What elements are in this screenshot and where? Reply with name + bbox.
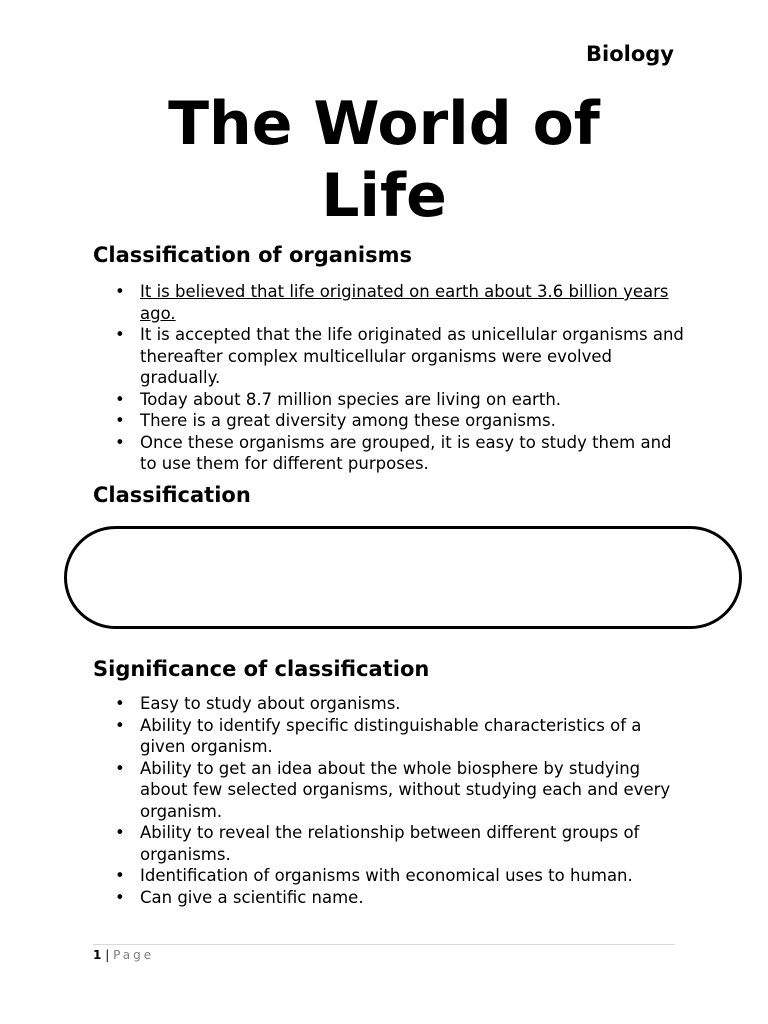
heading-classification-of-organisms: Classification of organisms	[93, 243, 412, 267]
list-item	[140, 715, 685, 758]
list-item	[140, 693, 685, 715]
list-item	[140, 432, 685, 475]
list-item-text: Identification of organisms with economical uses to human.	[140, 866, 633, 885]
page-word: Page	[113, 948, 155, 962]
list-item-text: There is a great diversity among these organisms.	[140, 411, 556, 430]
empty-oval-box	[64, 526, 742, 629]
page-title	[0, 88, 768, 232]
list-item-text: Can give a scientific name.	[140, 887, 364, 907]
list-item-text: Ability to identify specific distinguishable characteristics of a given organism.	[140, 715, 642, 756]
footer-separator: |	[105, 948, 110, 962]
list-item	[140, 758, 685, 823]
list-item	[140, 865, 685, 887]
significance-bullet-list	[140, 693, 685, 908]
footer-divider	[93, 944, 675, 945]
list-item	[140, 389, 685, 411]
page-footer	[93, 948, 154, 962]
list-item	[140, 822, 685, 865]
title-line-2: Life	[321, 161, 447, 231]
list-item	[140, 887, 685, 909]
list-item-text: Ability to get an idea about the whole biosphere by studying about few selected organisms, without studying each and every organism.	[140, 758, 671, 821]
title-line-1: The World of	[168, 89, 600, 159]
heading-classification: Classification	[93, 483, 251, 507]
list-item-text: Ability to reveal the relationship between different groups of organisms.	[140, 823, 640, 864]
page-number: 1	[93, 948, 102, 962]
classification-bullet-list	[140, 281, 685, 475]
list-item	[140, 324, 685, 389]
subject-label: Biology	[586, 42, 674, 66]
list-item-text: Today about 8.7 million species are living on earth.	[140, 389, 562, 409]
list-item	[140, 281, 685, 324]
list-item	[140, 410, 685, 432]
list-item-text: Once these organisms are grouped, it is easy to study them and to use them for different purposes.	[140, 432, 672, 473]
heading-significance-of-classification: Significance of classification	[93, 657, 430, 681]
list-item-text: It is accepted that the life originated as unicellular organisms and thereafter complex multicellular organisms were evolved gradually.	[140, 325, 684, 387]
list-item-text: Easy to study about organisms.	[140, 694, 401, 713]
list-item-text: It is believed that life originated on earth about 3.6 billion years ago.	[140, 282, 669, 323]
